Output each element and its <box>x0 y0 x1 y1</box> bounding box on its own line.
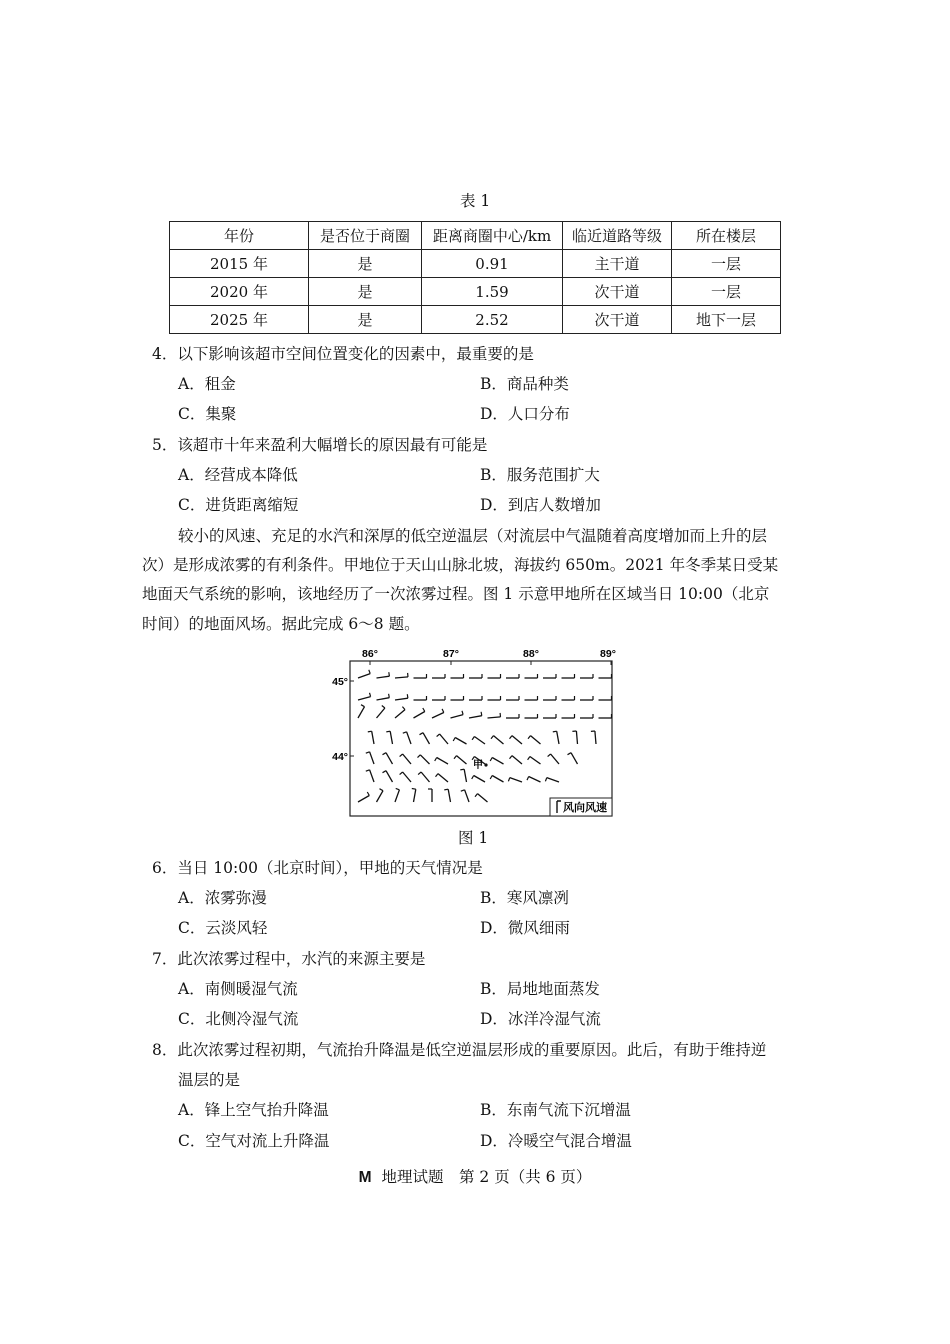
wind-barb-feather <box>386 731 390 732</box>
table-header-cell: 所在楼层 <box>672 222 781 250</box>
passage-line: 时间）的地面风场。据此完成 6～8 题。 <box>142 615 420 633</box>
table-header-cell: 年份 <box>170 222 309 250</box>
footer-text: 地理试题 第 2 页（共 6 页） <box>381 1168 592 1186</box>
option-b[interactable]: B．局地地面蒸发 <box>480 980 600 998</box>
table-row <box>170 278 781 306</box>
page-footer <box>0 1165 950 1187</box>
question-6-stem: 6．当日 10:00（北京时间），甲地的天气情况是 <box>152 859 483 877</box>
option-c[interactable]: C．进货距离缩短 <box>178 496 299 514</box>
option-d[interactable]: D．冷暖空气混合增温 <box>480 1132 632 1150</box>
option-b[interactable]: B．寒风凛冽 <box>480 889 569 907</box>
option-b[interactable]: B．商品种类 <box>480 375 569 393</box>
option-a[interactable]: A．租金 <box>178 375 236 393</box>
table-cell: 2.52 <box>422 306 563 334</box>
wind-field-map <box>320 644 620 820</box>
wind-barb-feather <box>407 694 408 698</box>
passage-line: 地面天气系统的影响，该地经历了一次浓雾过程。图 1 示意甲地所在区域当日 10:00（北京 <box>142 585 770 603</box>
question-7-stem: 7．此次浓雾过程中，水汽的来源主要是 <box>152 950 426 968</box>
option-a[interactable]: A．锋上空气抬升降温 <box>178 1101 329 1119</box>
option-d[interactable]: D．冰洋冷湿气流 <box>480 1010 601 1028</box>
option-c[interactable]: C．集聚 <box>178 405 237 423</box>
passage-line: 较小的风速、充足的水汽和深厚的低空逆温层（对流层中气温随着高度增加而上升的层 <box>178 527 768 545</box>
wind-barb-feather <box>389 672 390 676</box>
figure-caption: 图 1 <box>458 829 489 847</box>
legend-label: 风向风速 <box>563 802 607 814</box>
table-cell: 0.91 <box>422 250 563 278</box>
option-c[interactable]: C．空气对流上升降温 <box>178 1132 330 1150</box>
lon-label: 88° <box>523 648 539 660</box>
wind-barb-feather <box>368 731 372 732</box>
passage-line: 次）是形成浓雾的有利条件。甲地位于天山山脉北坡，海拔约 650m。2021 年冬季某日受某 <box>142 556 779 574</box>
table-caption: 表 1 <box>460 192 491 210</box>
option-a[interactable]: A．南侧暖湿气流 <box>178 980 298 998</box>
lon-label: 89° <box>600 648 616 660</box>
option-d[interactable]: D．人口分布 <box>480 405 570 423</box>
table-cell: 是 <box>309 306 422 334</box>
lat-label: 44° <box>332 751 348 763</box>
table-cell: 一层 <box>672 278 781 306</box>
question-5-stem: 5．该超市十年来盈利大幅增长的原因最有可能是 <box>152 436 488 454</box>
lat-label: 45° <box>332 676 348 688</box>
table-cell: 次干道 <box>563 306 672 334</box>
question-8-stem-continued: 温层的是 <box>178 1071 241 1089</box>
data-table <box>169 221 781 334</box>
wind-barb-feather <box>481 712 482 716</box>
option-d[interactable]: D．到店人数增加 <box>480 496 601 514</box>
table-cell: 主干道 <box>563 250 672 278</box>
option-a[interactable]: A．经营成本降低 <box>178 466 298 484</box>
table-header-cell: 临近道路等级 <box>563 222 672 250</box>
table-cell: 一层 <box>672 250 781 278</box>
station-dot <box>484 763 487 766</box>
table-cell: 是 <box>309 250 422 278</box>
wind-barb-feather <box>444 789 448 790</box>
table-header-cell: 是否位于商圈 <box>309 222 422 250</box>
question-4-stem: 4．以下影响该超市空间位置变化的因素中，最重要的是 <box>152 345 534 363</box>
wind-barb-feather <box>460 769 464 770</box>
table-cell: 2020 年 <box>170 278 309 306</box>
station-label-jia: 甲 <box>473 760 483 771</box>
table-cell: 2015 年 <box>170 250 309 278</box>
option-c[interactable]: C．云淡风轻 <box>178 919 268 937</box>
table-header-row <box>170 222 781 250</box>
wind-barb-feather <box>553 731 557 732</box>
table-cell: 地下一层 <box>672 306 781 334</box>
table-row <box>170 306 781 334</box>
table-row <box>170 250 781 278</box>
lon-label: 87° <box>443 648 459 660</box>
table-cell: 1.59 <box>422 278 563 306</box>
option-c[interactable]: C．北侧冷湿气流 <box>178 1010 299 1028</box>
option-d[interactable]: D．微风细雨 <box>480 919 570 937</box>
table-cell: 2025 年 <box>170 306 309 334</box>
table-header-cell: 距离商圈中心/km <box>422 222 563 250</box>
footer-mark: M <box>358 1169 372 1186</box>
wind-barb-feather <box>389 694 390 698</box>
table-cell: 次干道 <box>563 278 672 306</box>
option-b[interactable]: B．东南气流下沉增温 <box>480 1101 631 1119</box>
option-a[interactable]: A．浓雾弥漫 <box>178 889 267 907</box>
option-b[interactable]: B．服务范围扩大 <box>480 466 600 484</box>
table-cell: 是 <box>309 278 422 306</box>
wind-barb-feather <box>412 789 416 790</box>
question-8-stem: 8．此次浓雾过程初期，气流抬升降温是低空逆温层形成的重要原因。此后，有助于维持逆 <box>152 1041 767 1059</box>
map-frame <box>350 661 612 816</box>
lon-label: 86° <box>362 648 378 660</box>
